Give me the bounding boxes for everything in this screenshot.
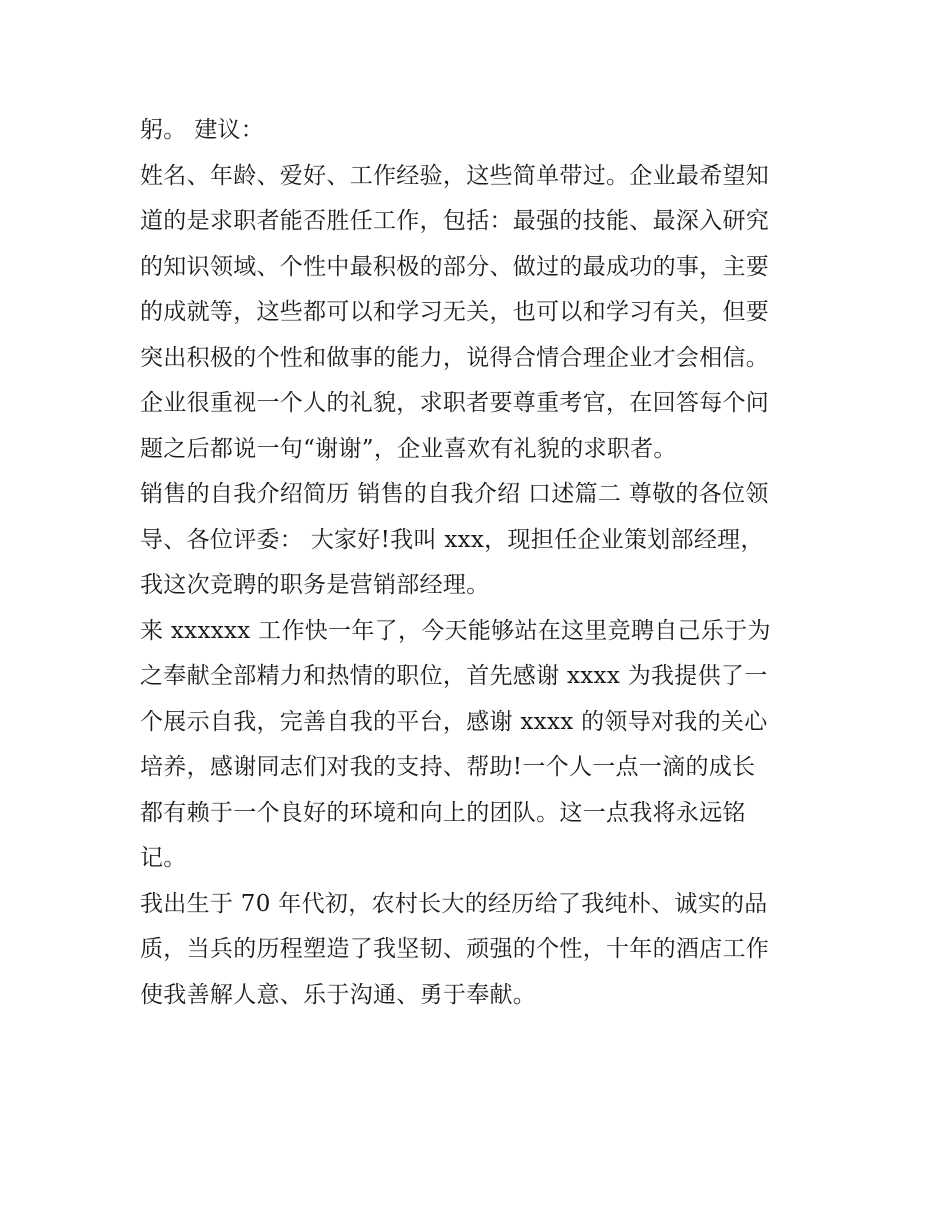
text-line: 个展示自我，完善自我的平台，感谢 xxxx 的领导对我的关心: [140, 708, 768, 735]
text-line: 的知识领域、个性中最积极的部分、做过的最成功的事，主要: [140, 253, 770, 280]
text-line: 突出积极的个性和做事的能力，说得合情合理企业才会相信。: [140, 344, 770, 371]
text-line: 记。: [140, 845, 187, 871]
text-line: 质，当兵的历程塑造了我坚韧、顽强的个性，十年的酒店工作: [140, 936, 770, 962]
text-line: 培养，感谢同志们对我的支持、帮助!一个人一点一滴的成长: [140, 754, 756, 780]
text-line: 题之后都说一句“谢谢”，企业喜欢有礼貌的求职者。: [140, 435, 677, 462]
text-line: 销售的自我介绍简历 销售的自我介绍 口述篇二 尊敬的各位领: [140, 481, 769, 507]
body-text: [140, 108, 820, 1018]
text-line: 使我善解人意、乐于沟通、勇于奉献。: [140, 981, 537, 1008]
text-line: 之奉献全部精力和热情的职位，首先感谢 xxxx 为我提供了一: [140, 663, 768, 689]
text-line: 我出生于 70 年代初，农村长大的经历给了我纯朴、诚实的品: [140, 890, 768, 917]
text-line: 我这次竞聘的职务是营销部经理。: [140, 572, 490, 598]
text-line: 来 xxxxxx 工作快一年了，今天能够站在这里竞聘自己乐于为: [140, 617, 771, 644]
text-line: 都有赖于一个良好的环境和向上的团队。这一点我将永远铭: [140, 799, 746, 826]
text-line: 躬。 建议：: [140, 117, 265, 143]
text-line: 姓名、年龄、爱好、工作经验，这些简单带过。企业最希望知: [140, 162, 770, 189]
text-line: 导、各位评委： 大家好!我叫 xxx，现担任企业策划部经理，: [140, 526, 764, 553]
text-line: 企业很重视一个人的礼貌，求职者要尊重考官，在回答每个问: [140, 390, 770, 416]
text-line: 的成就等，这些都可以和学习无关，也可以和学习有关，但要: [140, 299, 770, 325]
text-line: 道的是求职者能否胜任工作，包括：最强的技能、最深入研究: [140, 208, 770, 234]
